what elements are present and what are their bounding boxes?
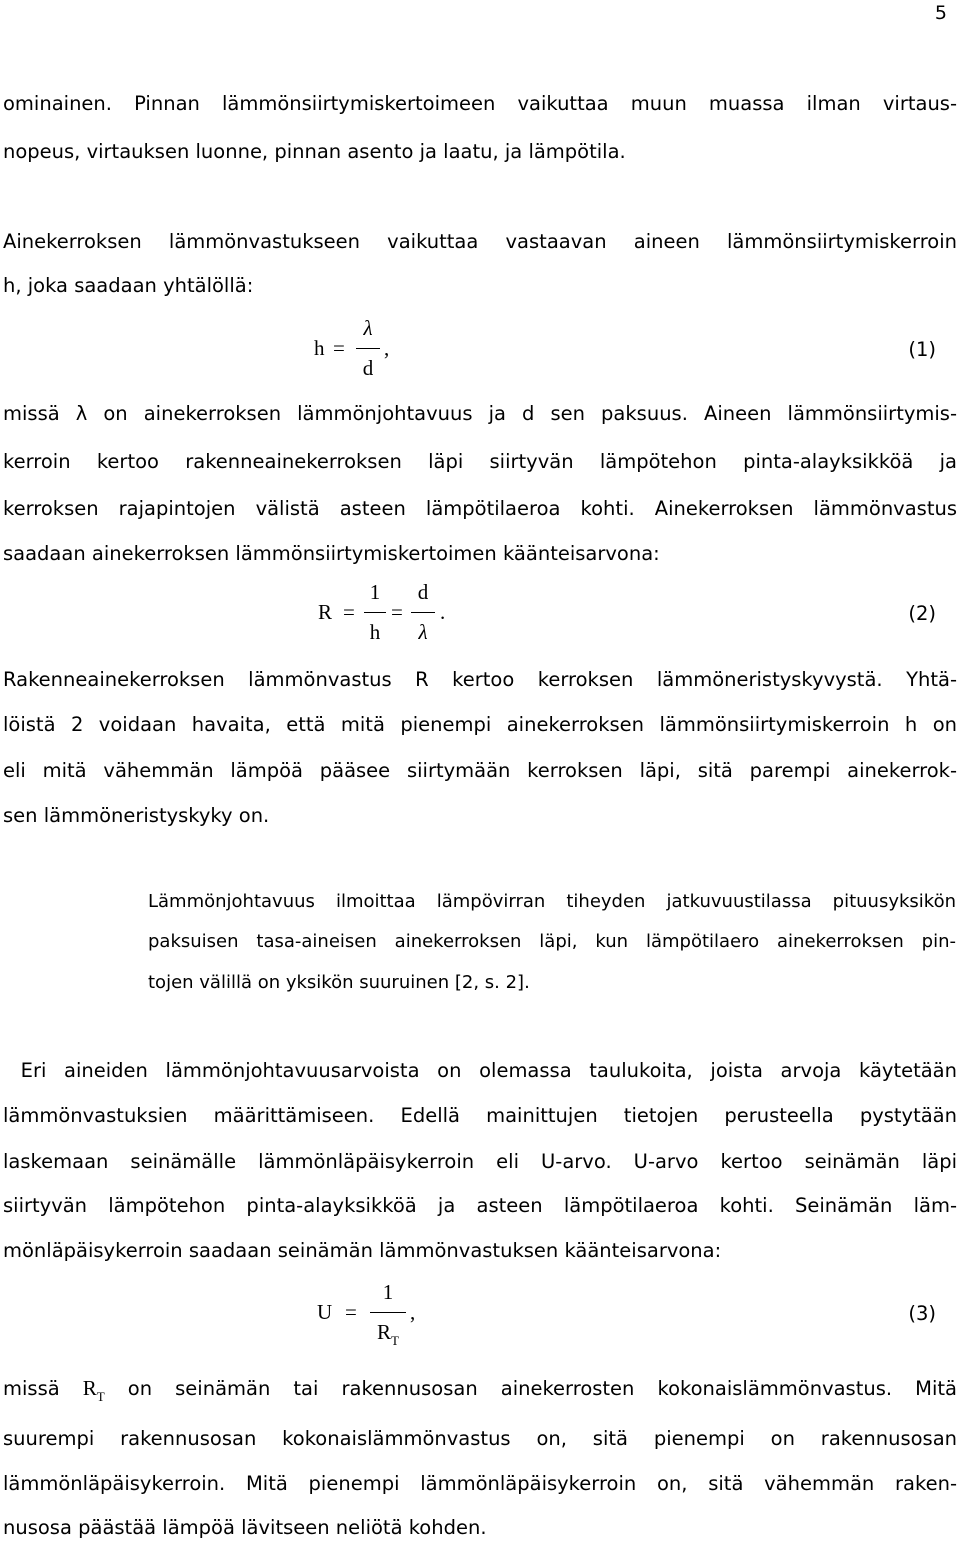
eq2-denominator-1: h [369, 620, 381, 644]
eq2-equals: = [343, 600, 355, 624]
eq1-denominator: d [362, 356, 374, 380]
body-text-line: suurempi rakennusosan kokonaislämmönvastus on, sitä pienempi on rakennusosan [3, 1427, 957, 1450]
eq3-fraction-bar [370, 1312, 406, 1313]
body-text-line: kerroin kertoo rakenneainekerroksen läpi siirtyvän lämpötehon pinta-alayksikköä ja [3, 450, 957, 473]
body-text-line: mönläpäisykerroin saadaan seinämän lämmönvastuksen käänteisarvona: [3, 1239, 722, 1262]
body-text-line: Rakenneainekerroksen lämmönvastus R kertoo kerroksen lämmöneristyskyvystä. Yhtä- [3, 668, 957, 691]
body-text-line: kerroksen rajapintojen välistä asteen lämpötilaeroa kohti. Ainekerroksen lämmönvastus [3, 497, 957, 520]
body-text-line: eli mitä vähemmän lämpöä pääsee siirtymään kerroksen läpi, sitä parempi ainekerrok- [3, 759, 957, 782]
body-text-line: sen lämmöneristyskyky on. [3, 804, 270, 827]
body-text-line: laskemaan seinämälle lämmönläpäisykerroin eli U-arvo. U-arvo kertoo seinämän läpi [3, 1150, 957, 1173]
body-text-line: ominainen. Pinnan lämmönsiirtymiskertoimeen vaikuttaa muun muassa ilman virtaus- [3, 92, 957, 115]
eq2-denominator-2: λ [418, 620, 428, 644]
eq2-dot: . [440, 600, 446, 624]
eq2-fraction-bar-1 [364, 612, 386, 613]
eq2-numerator-1: 1 [369, 580, 381, 604]
eq3-equals: = [345, 1300, 357, 1324]
eq1-number: (1) [908, 338, 936, 361]
eq1-numerator: λ [363, 316, 373, 340]
definition-line: tojen välillä on yksikön suuruinen [2, s. 2]. [148, 972, 530, 993]
eq2-fraction-bar-2 [411, 612, 435, 613]
body-text-line: Ainekerroksen lämmönvastukseen vaikuttaa vastaavan aineen lämmönsiirtymiskerroin [3, 230, 957, 253]
body-text-line: missä λ on ainekerroksen lämmönjohtavuus ja d sen paksuus. Aineen lämmönsiirtymis- [3, 402, 957, 425]
definition-line: Lämmönjohtavuus ilmoittaa lämpövirran tiheyden jatkuvuustilassa pituusyksikön [148, 891, 956, 912]
eq2-numerator-2: d [417, 580, 429, 604]
page-number: 5 [934, 2, 947, 24]
eq2-lhs: R [318, 600, 333, 624]
eq1-lhs: h [314, 336, 325, 360]
eq3-denominator: $R_T$ [377, 1320, 399, 1348]
eq3-numerator: 1 [382, 1280, 394, 1304]
body-text-line: lämmönläpäisykerroin. Mitä pienempi lämmönläpäisykerroin on, sitä vähemmän raken- [3, 1472, 957, 1495]
body-text-line: h, joka saadaan yhtälöllä: [3, 274, 254, 297]
symbol-r-t: $R_T$ [82, 1376, 105, 1404]
definition-line: paksuisen tasa-aineisen ainekerroksen läpi, kun lämpötilaero ainekerroksen pin- [148, 931, 956, 952]
body-text-line: saadaan ainekerroksen lämmönsiirtymiskertoimen käänteisarvona: [3, 542, 660, 565]
eq2-number: (2) [908, 602, 936, 625]
eq3-comma: , [410, 1300, 416, 1324]
eq1-equals: = [333, 336, 345, 360]
body-text-line: nopeus, virtauksen luonne, pinnan asento ja laatu, ja lämpötila. [3, 140, 626, 163]
eq3-lhs: U [317, 1300, 333, 1324]
body-text-line: missä $R_T$ on seinämän tai rakennusosan ainekerrosten kokonaislämmönvastus. Mitä [3, 1376, 957, 1404]
eq2-equals-2: = [391, 600, 403, 624]
body-text-line: siirtyvän lämpötehon pinta-alayksikköä ja asteen lämpötilaeroa kohti. Seinämän läm- [3, 1194, 957, 1217]
body-text-line: löistä 2 voidaan havaita, että mitä pienempi ainekerroksen lämmönsiirtymiskerroin h on [3, 713, 957, 736]
body-text-line: nusosa päästää lämpöä lävitseen neliötä kohden. [3, 1516, 487, 1539]
eq3-number: (3) [908, 1302, 936, 1325]
eq1-comma: , [384, 336, 390, 360]
body-text-line: Eri aineiden lämmönjohtavuusarvoista on olemassa taulukoita, joista arvoja käytetään [3, 1059, 957, 1082]
eq1-fraction-bar [356, 348, 380, 349]
body-text-line: lämmönvastuksien määrittämiseen. Edellä mainittujen tietojen perusteella pystytään [3, 1104, 957, 1127]
